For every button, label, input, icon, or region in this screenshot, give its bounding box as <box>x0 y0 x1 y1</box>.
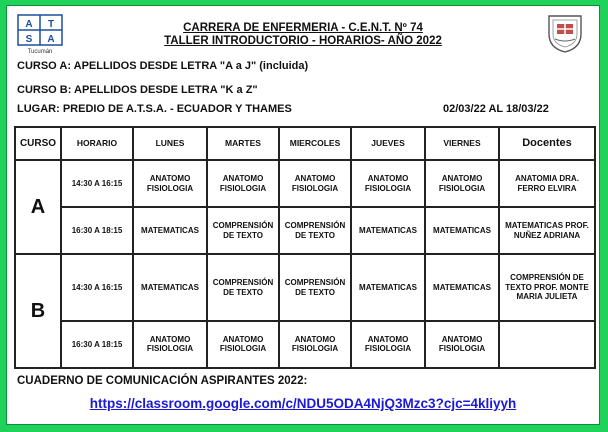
schedule-cell: ANATOMO FISIOLOGIA <box>279 321 351 368</box>
table-row <box>15 254 595 321</box>
header-row <box>15 127 595 160</box>
svg-text:S: S <box>25 34 33 45</box>
svg-text:T: T <box>47 19 55 30</box>
schedule-cell: ANATOMO FISIOLOGIA <box>425 160 499 207</box>
header-docentes: Docentes <box>499 127 595 160</box>
schedule-cell: ANATOMO FISIOLOGIA <box>207 321 279 368</box>
svg-text:Tucumán: Tucumán <box>27 49 53 55</box>
schedule-cell: COMPRENSIÓN DE TEXTO <box>279 254 351 321</box>
date-range: 02/03/22 AL 18/03/22 <box>443 103 549 115</box>
schedule-table <box>14 126 596 369</box>
document-sheet <box>6 5 600 425</box>
schedule-cell: ANATOMO FISIOLOGIA <box>207 160 279 207</box>
schedule-cell: ANATOMO FISIOLOGIA <box>279 160 351 207</box>
header-viernes: VIERNES <box>425 127 499 160</box>
curso-b-info: CURSO B: APELLIDOS DESDE LETRA "K a Z" <box>17 84 258 96</box>
schedule-cell: MATEMATICAS <box>133 254 207 321</box>
header-martes: MARTES <box>207 127 279 160</box>
header-curso: CURSO <box>15 127 61 160</box>
schedule-cell: MATEMATICAS <box>133 207 207 254</box>
schedule-cell: ANATOMO FISIOLOGIA <box>425 321 499 368</box>
curso-a-info: CURSO A: APELLIDOS DESDE LETRA "A a J" (incluida) <box>17 60 309 72</box>
schedule-cell: MATEMATICAS <box>351 207 425 254</box>
schedule-cell: MATEMATICAS <box>425 254 499 321</box>
horario-cell: 16:30 A 18:15 <box>61 207 133 254</box>
lugar-info: LUGAR: PREDIO DE A.T.S.A. - ECUADOR Y THAMES <box>17 103 292 115</box>
cent-seal-icon <box>543 12 587 54</box>
docente-cell <box>499 321 595 368</box>
docente-cell: ANATOMIA DRA. FERRO ELVIRA <box>499 160 595 207</box>
svg-text:A: A <box>47 34 55 45</box>
schedule-cell: ANATOMO FISIOLOGIA <box>351 321 425 368</box>
schedule-cell: MATEMATICAS <box>351 254 425 321</box>
horario-cell: 16:30 A 18:15 <box>61 321 133 368</box>
header-horario: HORARIO <box>61 127 133 160</box>
table-row <box>15 207 595 254</box>
horario-cell: 14:30 A 16:15 <box>61 160 133 207</box>
header-miercoles: MIERCOLES <box>279 127 351 160</box>
header-lunes: LUNES <box>133 127 207 160</box>
horario-cell: 14:30 A 16:15 <box>61 254 133 321</box>
schedule-cell: MATEMATICAS <box>425 207 499 254</box>
title-line-1: CARRERA DE ENFERMERIA - C.E.N.T. Nº 74 <box>183 22 423 34</box>
svg-text:A: A <box>25 19 33 30</box>
table-row <box>15 160 595 207</box>
schedule-cell: COMPRENSIÓN DE TEXTO <box>207 207 279 254</box>
schedule-cell: COMPRENSIÓN DE TEXTO <box>207 254 279 321</box>
classroom-link[interactable]: https://classroom.google.com/c/NDU5ODA4NjQ3Mzc3?cjc=4kliyyh <box>89 396 517 411</box>
header-jueves: JUEVES <box>351 127 425 160</box>
schedule-cell: COMPRENSIÓN DE TEXTO <box>279 207 351 254</box>
schedule-cell: ANATOMO FISIOLOGIA <box>133 160 207 207</box>
curso-label: A <box>15 160 61 254</box>
schedule-cell: ANATOMO FISIOLOGIA <box>351 160 425 207</box>
docente-cell: MATEMATICAS PROF. NUÑEZ ADRIANA <box>499 207 595 254</box>
curso-label: B <box>15 254 61 368</box>
schedule-cell: ANATOMO FISIOLOGIA <box>133 321 207 368</box>
docente-cell: COMPRENSIÓN DE TEXTO PROF. MONTE MARIA JULIETA <box>499 254 595 321</box>
table-row <box>15 321 595 368</box>
cuaderno-label: CUADERNO DE COMUNICACIÓN ASPIRANTES 2022: <box>17 375 308 387</box>
title-line-2: TALLER INTRODUCTORIO - HORARIOS- AÑO 2022 <box>164 35 442 47</box>
